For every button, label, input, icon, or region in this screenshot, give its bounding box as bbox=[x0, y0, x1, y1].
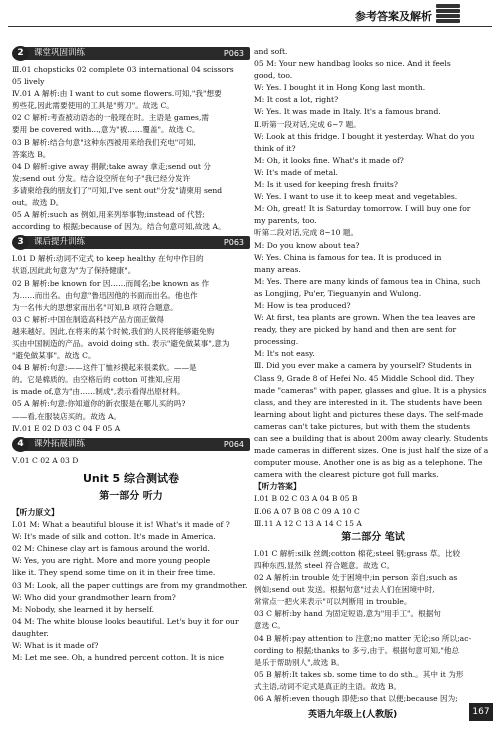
text-line: 越来越好。因此,在将来的某个时候,我们的人民将能够避免购 bbox=[12, 326, 215, 336]
section-title: 课堂巩固训练 bbox=[34, 48, 86, 58]
text-line: 答案选 B。 bbox=[12, 149, 51, 159]
text-line: like it. They spend some time on it in their free time. bbox=[12, 568, 216, 578]
text-line: 05 A 解析:句意:你知道你的新衣服是在哪儿买的吗? bbox=[12, 399, 186, 409]
header-rule bbox=[8, 26, 492, 27]
text-line: and soft. bbox=[254, 47, 288, 56]
text-line: 状语,因此此句意为"为了保持健康"。 bbox=[12, 266, 136, 276]
listening-label: 【听力原文】 bbox=[12, 508, 59, 517]
text-line: Ⅲ. Did you ever make a camera by yourself? Students in bbox=[254, 361, 472, 371]
text-line: M: Is it used for keeping fresh fruits? bbox=[254, 180, 398, 190]
text-line: 是乐于帮助别人",故选 B。 bbox=[254, 657, 344, 667]
text-line: 05 B 解析:It takes sb. some time to do sth.。其中 it 为形 bbox=[254, 669, 464, 679]
listening-text-continued bbox=[254, 46, 492, 481]
text-line: W: At first, tea plants are grown. When the tea leaves are bbox=[254, 313, 476, 323]
text-line: M: How is tea produced? bbox=[254, 300, 351, 310]
text-line: M: Oh, great! It is Saturday tomorrow. I will buy one for bbox=[254, 204, 471, 214]
section-header-classroom: 2 课堂巩固训练 P063 bbox=[12, 46, 250, 61]
section-page: P063 bbox=[223, 238, 244, 248]
section-body bbox=[12, 64, 250, 233]
text-line: cameras can't take pictures, but with them the students bbox=[254, 421, 471, 431]
text-line: 四种东西,显然 steel 符合题意。故选 C。 bbox=[254, 560, 395, 570]
text-line: is made of,意为"由……制成",表示看得出原材料。 bbox=[12, 387, 185, 397]
text-line: 听第二段对话,完成 8~10 题。 bbox=[254, 228, 359, 238]
text-line: ——看,在服装店买的。故选 A。 bbox=[12, 411, 122, 421]
text-line: 02 A 解析:in trouble 处于困境中;in person 亲自;such as bbox=[254, 573, 458, 583]
text-line: W: Yes. I want to use it to keep meat and vegetables. bbox=[254, 192, 458, 202]
text-line: 04 B 解析:句意:——这件丁恤衫摸起来很柔软。——是 bbox=[12, 363, 197, 373]
text-line: W: It's made of silk and cotton. It's made in America. bbox=[12, 532, 216, 542]
section-body bbox=[12, 253, 250, 434]
text-line: W: It's made of metal. bbox=[254, 167, 338, 177]
text-line: Ⅳ.01 A 解析:由 I want to cut some flowers.可知,"我"想要 bbox=[12, 89, 222, 99]
books-icon bbox=[436, 4, 460, 24]
text-line: W: Yes. China is famous for tea. It is produced in bbox=[254, 252, 442, 262]
text-line: Ⅰ.01 M: What a beautiful blouse it is! What's it made of ? bbox=[12, 520, 230, 530]
text-line: camera with the clearest picture got full marks. bbox=[254, 470, 439, 480]
text-line: 04 M: The white blouse looks beautiful. Let's buy it for our bbox=[12, 616, 239, 626]
text-line: 02 B 解析:be known for 因……而闻名;be known as 作 bbox=[12, 278, 210, 288]
text-line: 05 A 解析:such as 例如,用来列举事物;instead of 代替; bbox=[12, 210, 205, 220]
text-line: can see a building that is about 200m away clearly. Students bbox=[254, 434, 488, 443]
section-page: P063 bbox=[223, 49, 244, 58]
unit-title: Unit 5 综合测试卷 bbox=[82, 471, 180, 485]
text-line: made cameras in different sizes. One is just half the size of a bbox=[254, 446, 489, 456]
left-column bbox=[12, 44, 250, 664]
text-line: 为……而出名。由句意"鲁迅因他的书面而出名。他也作 bbox=[12, 290, 198, 300]
text-line: good, too. bbox=[254, 71, 293, 81]
text-line: W: Yes, you are right. More and more young people bbox=[12, 556, 211, 566]
text-line: M: It's not easy. bbox=[254, 349, 315, 359]
text-line: 常常点一把火来表示"可以判断用 in trouble。 bbox=[254, 597, 412, 607]
section-header-extension: 4 课外拓展训练 P064 bbox=[12, 437, 250, 452]
section-body bbox=[12, 455, 250, 467]
text-line: 式主语,动词不定式是真正的主语。故选 B。 bbox=[254, 681, 402, 691]
text-line: according to 根据;because of 因为。结合句意可知,故选 A。 bbox=[12, 222, 226, 232]
text-line: M: Let me see. Oh, a hundred percent cotton. It is nice bbox=[12, 653, 224, 663]
text-line: Ⅰ.01 B 02 C 03 A 04 B 05 B bbox=[254, 494, 358, 504]
text-line: Class 9, Grade 8 of Hefei No. 45 Middle School did. They bbox=[254, 373, 475, 383]
text-line: out。故选 D。 bbox=[12, 198, 64, 208]
text-line: 要用 be covered with...,意为"被……覆盖"。故选 C。 bbox=[12, 125, 200, 135]
right-column bbox=[254, 46, 492, 705]
answer-label: 【听力答案】 bbox=[254, 482, 301, 492]
text-line: W: Who did your grandmother learn from? bbox=[12, 592, 176, 602]
part-title: 第一部分 听力 bbox=[99, 490, 163, 502]
text-line: 03 M: Look, all the paper cuttings are from my grandmother. bbox=[12, 580, 248, 590]
text-line: 为一名伟大的思想家而出名"可知,B 项符合题意。 bbox=[12, 302, 178, 312]
text-line: M: Oh, it looks fine. What's it made of? bbox=[254, 155, 404, 165]
section-page: P064 bbox=[223, 439, 244, 449]
text-line: M: Do you know about tea? bbox=[254, 240, 360, 250]
text-line: processing. bbox=[254, 337, 299, 347]
text-line: 剪些花,因此需要使用的工具是"剪刀"。故选 C。 bbox=[12, 101, 174, 111]
text-line: Ⅱ.06 A 07 B 08 C 09 A 10 C bbox=[254, 506, 360, 516]
text-line: 03 C 解析:by hand 为固定短语,意为"用手工"。根据句 bbox=[254, 609, 441, 619]
text-line: 意选 C。 bbox=[254, 621, 286, 631]
section-title: 课后提升训练 bbox=[34, 237, 86, 248]
text-line: M: Nobody, she learned it by herself. bbox=[12, 604, 155, 614]
listening-text bbox=[12, 519, 250, 664]
text-line: W: What is it made of? bbox=[12, 641, 99, 651]
text-line: Ⅲ.01 chopsticks 02 complete 03 international 04 scissors bbox=[12, 65, 234, 74]
text-line: M: Yes. There are many kinds of famous tea in China, such bbox=[254, 276, 481, 286]
text-line: my parents, too. bbox=[254, 216, 317, 226]
text-line: Ⅲ.11 A 12 C 13 A 14 C 15 A bbox=[254, 518, 362, 528]
text-line: Ⅱ.听第一段对话,完成 6~7 题。 bbox=[254, 119, 361, 129]
text-line: 买由中国制造的产品。avoid doing sth. 表示"避免做某事",意为 bbox=[12, 338, 230, 348]
text-line: 05 lively bbox=[12, 77, 45, 87]
text-line: made "cameras" with paper, glasses and glue. It is a physics bbox=[254, 385, 487, 395]
text-line: W: Look at this fridge. I bought it yesterday. What do you bbox=[254, 131, 475, 141]
part-title: 第二部分 笔试 bbox=[341, 531, 405, 543]
writing-explanations bbox=[254, 548, 492, 705]
text-line: Ⅰ.01 C 解析:silk 丝绸;cotton 棉花;steel 钢;grass 草。比较 bbox=[254, 548, 461, 558]
text-line: ready, they are picked by hand and then are sent for bbox=[254, 325, 457, 335]
page-number: 167 bbox=[469, 703, 493, 721]
text-line: 发;send out 分发。结合设空所在句子"我已经分发许 bbox=[12, 173, 191, 183]
section-title: 课外拓展训练 bbox=[34, 438, 86, 449]
text-line: W: Yes. I bought it in Hong Kong last month. bbox=[254, 83, 426, 93]
text-line: 02 C 解析:考查被动语态的一般现在时。主语是 games,需 bbox=[12, 113, 209, 123]
text-line: Ⅰ.01 D 解析:动词不定式 to keep healthy 在句中作目的 bbox=[12, 254, 204, 264]
text-line: Ⅴ.01 C 02 A 03 D bbox=[12, 455, 79, 465]
text-line: W: Yes. It was made in Italy. It's a famous brand. bbox=[254, 107, 441, 117]
text-line: 03 C 解析:中国在制造高科技产品方面正做得 bbox=[12, 314, 164, 324]
text-line: 多请柬给我的朋友们了"可知,I've sent out"分发"请柬用 send bbox=[12, 185, 223, 195]
text-line: daughter. bbox=[12, 628, 49, 638]
footer-text: 英语九年级上(人教版) bbox=[308, 710, 398, 720]
text-line: 的。它是棉质的。由空格后的 cotton 可推知,应用 bbox=[12, 375, 181, 385]
text-line: 03 B 解析:结合句意"这种东西被用来给我们充电"可知, bbox=[12, 137, 196, 147]
text-line: 06 A 解析:even though 即使;so that 以便;because 因为; bbox=[254, 693, 458, 703]
text-line: "避免做某事"。故选 C。 bbox=[12, 351, 96, 361]
text-line: 04 D 解析:give away 捐献;take away 拿走;send out 分 bbox=[12, 161, 211, 171]
text-line: 05 M: Your new handbag looks so nice. And it feels bbox=[254, 59, 451, 69]
text-line: as Longjing, Pu'er, Tieguanyin and Wulong. bbox=[254, 288, 422, 298]
text-line: class, and they are interested in it. The students have been bbox=[254, 397, 483, 407]
text-line: M: It cost a lot, right? bbox=[254, 95, 339, 105]
section-header-after-class: 3 课后提升训练 P063 bbox=[12, 235, 250, 250]
text-line: learning about light and pictures these days. The self-made bbox=[254, 409, 484, 419]
text-line: Ⅳ.01 E 02 D 03 C 04 F 05 A bbox=[12, 423, 121, 433]
text-line: think of it? bbox=[254, 143, 296, 153]
text-line: 例如;send out 发送。根据句意"过去人们在困境中时, bbox=[254, 585, 435, 595]
answer-list bbox=[254, 493, 492, 529]
text-line: cording to 根据;thanks to 多亏,由于。根据句意可知,"他总 bbox=[254, 645, 460, 655]
page-footer bbox=[300, 703, 495, 723]
header-title: 参考答案及解析 bbox=[355, 10, 432, 23]
text-line: computer mouse. Another one is as big as a telephone. The bbox=[254, 458, 483, 468]
text-line: many areas. bbox=[254, 264, 301, 274]
text-line: 04 B 解析:pay attention to 注意;no matter 无论;so 所以;ac- bbox=[254, 633, 472, 643]
text-line: 02 M: Chinese clay art is famous around the world. bbox=[12, 544, 210, 554]
